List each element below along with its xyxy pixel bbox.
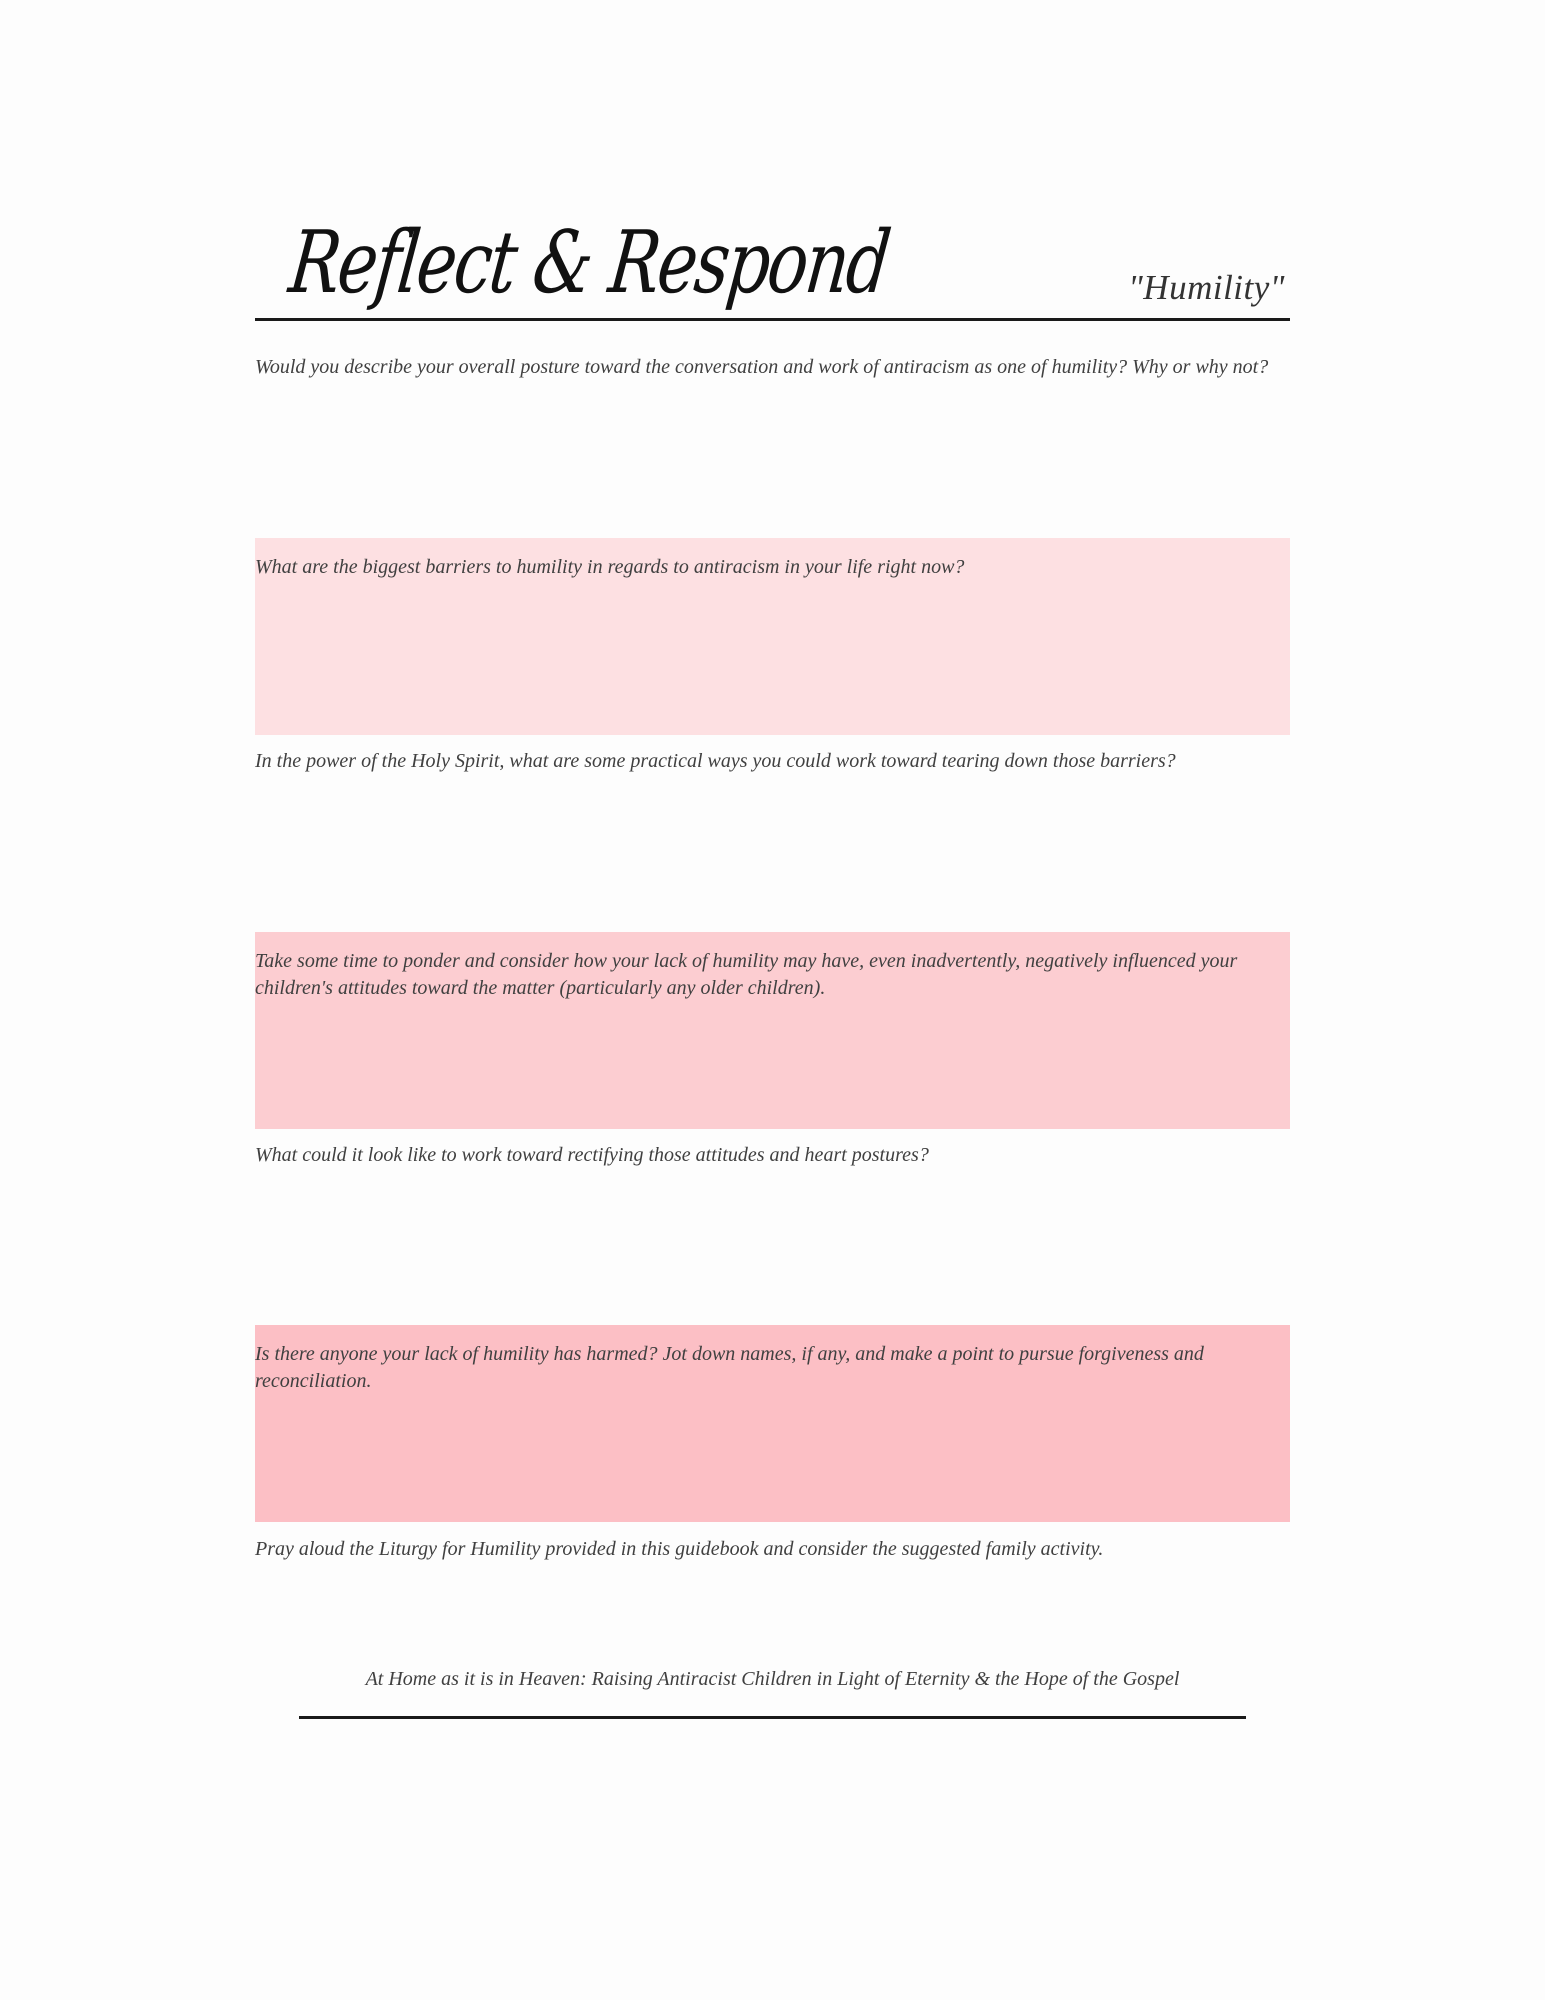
question-section-1 xyxy=(255,354,1290,551)
header-divider xyxy=(255,318,1290,321)
question-section-6 xyxy=(255,1325,1290,1522)
question-text: What could it look like to work toward rectifying those attitudes and heart postures? xyxy=(255,1144,929,1166)
question-text: What are the biggest barriers to humility in regards to antiracism in your life right now? xyxy=(255,556,965,578)
worksheet-header xyxy=(255,213,1290,320)
question-section-3 xyxy=(255,748,1290,945)
question-text: Would you describe your overall posture toward the conversation and work of antiracism as one of humility? Why or why not? xyxy=(255,356,1269,378)
question-text: In the power of the Holy Spirit, what are some practical ways you could work toward tearing down those barriers? xyxy=(255,750,1176,772)
question-text: Take some time to ponder and consider how your lack of humility may have, even inadvertently, negatively influenced your children's attitudes toward the matter (particularly any older children). xyxy=(255,950,1238,999)
topic-title: "Humility" xyxy=(1128,268,1285,307)
question-section-2 xyxy=(255,538,1290,735)
question-section-4 xyxy=(255,932,1290,1129)
question-section-7 xyxy=(255,1536,1290,1596)
footer-divider xyxy=(299,1716,1246,1719)
script-title: Reflect & Respond xyxy=(284,213,894,313)
question-text: Is there anyone your lack of humility has harmed? Jot down names, if any, and make a point to pursue forgiveness and reconciliation. xyxy=(255,1343,1204,1392)
question-text: Pray aloud the Liturgy for Humility provided in this guidebook and consider the suggested family activity. xyxy=(255,1538,1104,1560)
footer-book-title: At Home as it is in Heaven: Raising Antiracist Children in Light of Eternity & the Hope of the Gospel xyxy=(365,1668,1180,1690)
question-section-5 xyxy=(255,1142,1290,1339)
